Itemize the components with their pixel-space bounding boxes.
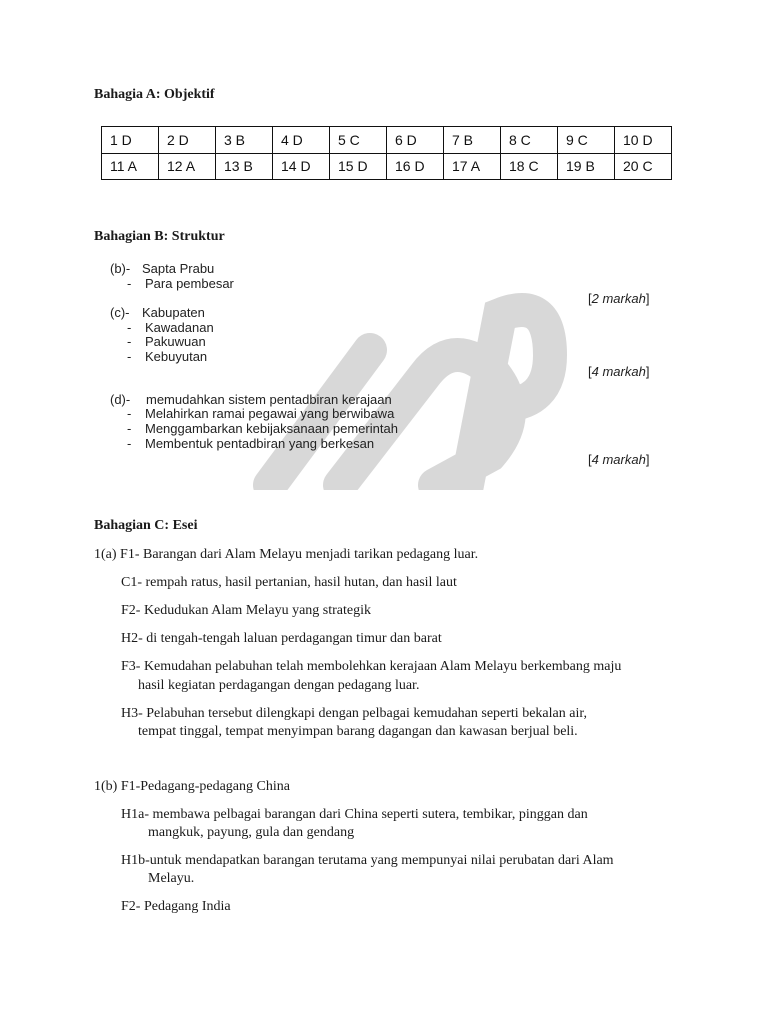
answer-cell: 16 D — [387, 153, 444, 180]
list-bullet: - — [127, 276, 132, 291]
answer-cell: 10 D — [615, 127, 672, 154]
list-item: Sapta Prabu — [142, 261, 215, 276]
answer-cell: 13 B — [216, 153, 273, 180]
marks-text: 4 markah — [591, 364, 646, 379]
essay-line: H2- di tengah-tengah laluan perdagangan timur dan barat — [121, 631, 442, 646]
answer-cell: 9 C — [558, 127, 615, 154]
essay-line: F3- Kemudahan pelabuhan telah membolehkan kerajaan Alam Melayu berkembang maju — [121, 659, 622, 674]
list-item: Membentuk pentadbiran yang berkesan — [145, 436, 375, 451]
table-row — [102, 127, 672, 154]
essay-line: tempat tinggal, tempat menyimpan barang dagangan dan kawasan berjual beli. — [138, 724, 578, 739]
marks-text: 4 markah — [591, 452, 646, 467]
section-b-heading: Bahagian B: Struktur — [94, 229, 225, 244]
essay-line: 1(b) F1-Pedagang-pedagang China — [94, 779, 290, 794]
answer-cell: 3 B — [216, 127, 273, 154]
answer-cell: 12 A — [159, 153, 216, 180]
answer-table — [101, 126, 672, 180]
essay-line: mangkuk, payung, gula dan gendang — [148, 825, 355, 840]
watermark-shape — [250, 255, 580, 490]
list-bullet: - — [127, 334, 132, 349]
essay-line: hasil kegiatan perdagangan dengan pedagang luar. — [138, 678, 420, 693]
answer-cell: 18 C — [501, 153, 558, 180]
list-item: memudahkan sistem pentadbiran kerajaan — [146, 392, 392, 407]
list-item: Pakuwuan — [145, 334, 206, 349]
list-bullet: - — [127, 436, 132, 451]
answer-cell: 7 B — [444, 127, 501, 154]
answer-cell: 8 C — [501, 127, 558, 154]
essay-line: 1(a) F1- Barangan dari Alam Melayu menjadi tarikan pedagang luar. — [94, 547, 479, 562]
answer-cell: 4 D — [273, 127, 330, 154]
list-item: Kebuyutan — [145, 349, 208, 364]
list-item: Kawadanan — [145, 320, 214, 335]
essay-line: C1- rempah ratus, hasil pertanian, hasil hutan, dan hasil laut — [121, 575, 457, 590]
list-bullet: - — [127, 320, 132, 335]
list-item: Melahirkan ramai pegawai yang berwibawa — [145, 406, 395, 421]
answer-cell: 1 D — [102, 127, 159, 154]
answer-cell: 2 D — [159, 127, 216, 154]
list-bullet: - — [127, 349, 132, 364]
section-c-heading: Bahagian C: Esei — [94, 518, 198, 533]
list-item: Para pembesar — [145, 276, 234, 291]
part-d-label: (d)- — [110, 392, 131, 407]
table-row — [102, 153, 672, 180]
marks-label: [4 markah] — [588, 452, 650, 467]
marks-label: [4 markah] — [588, 364, 650, 379]
essay-line: F2- Kedudukan Alam Melayu yang strategik — [121, 603, 372, 618]
watermark-graphic — [250, 255, 580, 490]
list-item: Kabupaten — [142, 305, 205, 320]
answer-cell: 15 D — [330, 153, 387, 180]
answer-cell: 17 A — [444, 153, 501, 180]
list-item: Menggambarkan kebijaksanaan pemerintah — [145, 421, 398, 436]
answer-cell: 11 A — [102, 153, 159, 180]
answer-cell: 5 C — [330, 127, 387, 154]
essay-line: H1a- membawa pelbagai barangan dari China seperti sutera, tembikar, pinggan dan — [121, 807, 588, 822]
part-c-label: (c)- — [110, 305, 130, 320]
answer-cell: 20 C — [615, 153, 672, 180]
answer-cell: 19 B — [558, 153, 615, 180]
part-b-label: (b)- — [110, 261, 131, 276]
essay-line: H1b-untuk mendapatkan barangan terutama yang mempunyai nilai perubatan dari Alam — [121, 853, 614, 868]
marks-label: [2 markah] — [588, 291, 650, 306]
list-bullet: - — [127, 421, 132, 436]
section-a-heading: Bahagia A: Objektif — [94, 87, 215, 102]
answer-cell: 14 D — [273, 153, 330, 180]
essay-line: H3- Pelabuhan tersebut dilengkapi dengan pelbagai kemudahan seperti bekalan air, — [121, 706, 587, 721]
marks-text: 2 markah — [591, 291, 646, 306]
list-bullet: - — [127, 406, 132, 421]
essay-line: F2- Pedagang India — [121, 899, 231, 914]
answer-cell: 6 D — [387, 127, 444, 154]
essay-line: Melayu. — [148, 871, 195, 886]
